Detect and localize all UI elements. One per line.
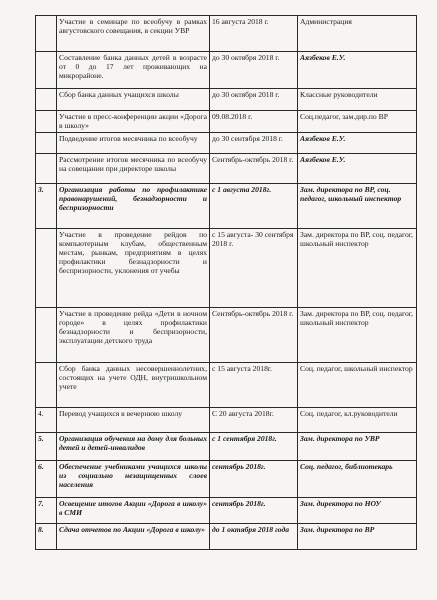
row-responsible: Зам. директора по ВР, соц. педагог, школьный инспектор: [298, 184, 417, 229]
row-responsible: Зам. директора по ВР, соц. педагог, школьный инспектор: [298, 229, 417, 308]
row-event: Перевод учащихся в вечернюю школу: [57, 408, 210, 433]
table-row: [36, 52, 417, 89]
table-row: [36, 433, 417, 461]
row-responsible: Аязбеков Е.У.: [298, 52, 417, 89]
row-date: 16 августа 2018 г.: [210, 16, 298, 52]
row-event: Организация обучения на дому для больных детей и детей-инвалидов: [57, 433, 210, 461]
table-row: [36, 154, 417, 184]
row-number: 5.: [36, 433, 57, 461]
row-event: Рассмотрение итогов месячника по всеобучу на совещании при директоре школы: [57, 154, 210, 184]
table-row: [36, 89, 417, 111]
row-number: [36, 133, 57, 154]
row-number: [36, 363, 57, 408]
table-row: [36, 133, 417, 154]
row-date: Сентябрь-октябрь 2018 г.: [210, 308, 298, 363]
table-row: [36, 229, 417, 308]
row-date: с 15 августа 2018г.: [210, 363, 298, 408]
row-responsible: Аязбеков Е.У.: [298, 133, 417, 154]
row-event: Подведение итогов месячника по всеобучу: [57, 133, 210, 154]
row-event: Организация работы по профилактике правонарушений, безнадзорности и беспризорности: [57, 184, 210, 229]
row-number: [36, 154, 57, 184]
row-date: с 1 августа 2018г.: [210, 184, 298, 229]
table-row: [36, 363, 417, 408]
row-date: до 30 сентября 2018 г.: [210, 133, 298, 154]
row-event: Участие в проведение рейдов по компьютерным клубам, общественным местам, рынкам, предприятиям в целях профилактики безнадзорности и беспризорности, уклонения от учебы: [57, 229, 210, 308]
row-responsible: Зам. директора по ВР: [298, 524, 417, 550]
row-event: Участие в проведение рейда «Дети в ночном городе» в целях профилактики безнадзорности и беспризорности, эксплуатации детского труда: [57, 308, 210, 363]
table-row: [36, 498, 417, 524]
row-responsible: Зам. директора по НОУ: [298, 498, 417, 524]
row-date: до 1 октября 2018 года: [210, 524, 298, 550]
row-responsible: Соц.педагог, зам.дир.по ВР: [298, 111, 417, 133]
table-row: [36, 461, 417, 498]
table-row: [36, 524, 417, 550]
table-row: [36, 408, 417, 433]
row-responsible: Классные руководители: [298, 89, 417, 111]
table-row: [36, 308, 417, 363]
row-responsible: Соц. педагог, кл.руководители: [298, 408, 417, 433]
row-responsible: Соц. педагог, библиотекарь: [298, 461, 417, 498]
row-event: Сбор банка данных несовершеннолетних, состоящих на учете ОДН, внутришкольном учете: [57, 363, 210, 408]
table-body: [36, 16, 417, 550]
row-date: сентябрь 2018г.: [210, 461, 298, 498]
row-number: 4.: [36, 408, 57, 433]
row-date: Сентябрь-октябрь 2018 г.: [210, 154, 298, 184]
row-responsible: Зам. директора по ВР, соц. педагог, школьный инспектор: [298, 308, 417, 363]
row-date: до 30 октября 2018 г.: [210, 89, 298, 111]
row-responsible: Соц. педагог, школьный инспектор: [298, 363, 417, 408]
row-date: 09.08.2018 г.: [210, 111, 298, 133]
row-responsible: Администрация: [298, 16, 417, 52]
row-number: 7.: [36, 498, 57, 524]
row-event: Освещение итогов Акции «Дорога в школу» в СМИ: [57, 498, 210, 524]
row-event: Сдача отчетов по Акции «Дорога в школу»: [57, 524, 210, 550]
row-event: Сбор банка данных учащихся школы: [57, 89, 210, 111]
row-date: до 30 октября 2018 г.: [210, 52, 298, 89]
row-number: [36, 89, 57, 111]
row-date: С 20 августа 2018г.: [210, 408, 298, 433]
row-responsible: Зам. директора по УВР: [298, 433, 417, 461]
row-number: [36, 16, 57, 52]
row-event: Участие в семинаре по всеобучу в рамках августовского совещания, в секции УВР: [57, 16, 210, 52]
row-date: с 15 августа- 30 сентября 2018 г.: [210, 229, 298, 308]
table-row: [36, 16, 417, 52]
row-event: Участие в пресс-конференции акции «Дорога в школу»: [57, 111, 210, 133]
row-event: Составление банка данных детей в возрасте от 0 до 17 лет проживающих на микрорайоне.: [57, 52, 210, 89]
table-row: [36, 184, 417, 229]
row-number: 6.: [36, 461, 57, 498]
row-number: 8.: [36, 524, 57, 550]
row-responsible: Аязбеков Е.У.: [298, 154, 417, 184]
row-number: [36, 308, 57, 363]
row-event: Обеспечение учебниками учащихся школы из социально незащищенных слоев населения: [57, 461, 210, 498]
activity-plan-table: [35, 15, 417, 550]
row-number: [36, 52, 57, 89]
row-number: [36, 111, 57, 133]
row-date: с 1 сентября 2018г.: [210, 433, 298, 461]
row-date: сентябрь 2018г.: [210, 498, 298, 524]
row-number: [36, 229, 57, 308]
row-number: 3.: [36, 184, 57, 229]
table-row: [36, 111, 417, 133]
